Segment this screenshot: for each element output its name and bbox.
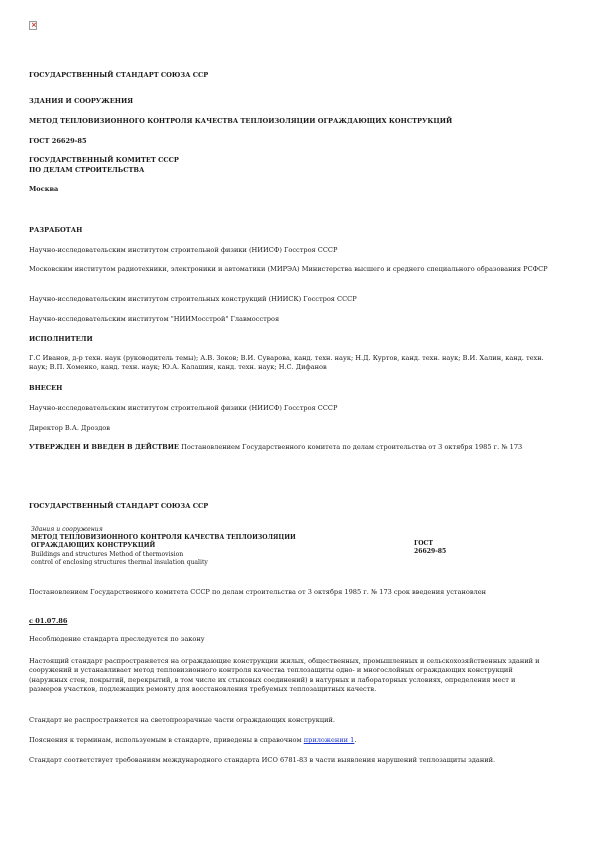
not-applicable-paragraph: Стандарт не распространяется на светопрозрачные части ограждающих конструкций.	[29, 716, 336, 724]
city: Москва	[29, 185, 59, 193]
title-block-gost-number: 26629-85	[414, 548, 447, 556]
developed-org-4: Научно-исследовательским институтом "НИИМосстрой" Главмосстроя	[29, 315, 280, 323]
law-note: Несоблюдение стандарта преследуется по закону	[29, 635, 205, 643]
title-block-english-2: control of enclosing structures thermal insulation quality	[31, 558, 208, 566]
approved-paragraph	[29, 443, 549, 452]
title-block-gost-label: ГОСТ	[414, 540, 433, 547]
approved-rest: Постановлением Государственного комитета по делам строительства от 3 октября 1985 г. № 173	[178, 443, 523, 451]
standard-of-ussr: ГОСУДАРСТВЕННЫЙ СТАНДАРТ СОЮЗА ССР	[29, 71, 209, 79]
executors-list: Г.С Иванов, д-р техн. наук (руководитель темы); А.В. Зоков; В.И. Суварова, канд. техн. наук; Н.Д. Куртов, канд. техн. наук; В.И. Халин, канд. техн. наук; В.П. Хоменко, канд. техн. наук; Ю.А. Калашин, канд. техн. наук; Н.С. Дифанов	[29, 354, 544, 372]
terms-end: .	[354, 736, 357, 744]
committee-line-2: ПО ДЕЛАМ СТРОИТЕЛЬСТВА	[29, 166, 145, 174]
gost-number: ГОСТ 26629-85	[29, 137, 87, 145]
iso-paragraph: Стандарт соответствует требованиям международного стандарта ИСО 6781-83 в части выявления нарушений теплозащиты зданий.	[29, 756, 496, 764]
category-heading: ЗДАНИЯ И СООРУЖЕНИЯ	[29, 97, 134, 105]
developed-org-3: Научно-исследовательским институтом строительных конструкций (НИИСК) Госстроя СССР	[29, 295, 357, 303]
decree-paragraph: Постановлением Государственного комитета СССР по делам строительства от 3 октября 1985 г. № 173 срок введения установлен	[29, 588, 487, 596]
director: Директор В.А. Дроздов	[29, 424, 110, 432]
approved-bold: УТВЕРЖДЕН И ВВЕДЕН В ДЕЙСТВИЕ	[29, 443, 179, 451]
introduced-heading: ВНЕСЕН	[29, 384, 63, 392]
developed-org-1: Научно-исследовательским институтом строительной физики (НИИСФ) Госстроя СССР	[29, 246, 338, 254]
developed-org-2: Московским институтом радиотехники, электроники и автоматики (МИРЭА) Министерства высшего и среднего специального образования РСФСР	[29, 265, 548, 273]
title-block-english-1: Buildings and structures Method of thermovision	[31, 550, 184, 558]
developed-heading: РАЗРАБОТАН	[29, 226, 83, 234]
title-block-title-2: ОГРАЖДАЮЩИХ КОНСТРУКЦИЙ	[31, 542, 156, 550]
terms-paragraph	[29, 736, 549, 745]
title-block-title-1: МЕТОД ТЕПЛОВИЗИОННОГО КОНТРОЛЯ КАЧЕСТВА ТЕПЛОИЗОЛЯЦИИ	[31, 534, 296, 542]
committee-line-1: ГОСУДАРСТВЕННЫЙ КОМИТЕТ СССР	[29, 156, 179, 164]
title-block-right	[414, 540, 494, 556]
introduced-org: Научно-исследовательским институтом строительной физики (НИИСФ) Госстроя СССР	[29, 404, 338, 412]
title-block-standard: ГОСУДАРСТВЕННЫЙ СТАНДАРТ СОЮЗА ССР	[29, 502, 209, 510]
broken-image-icon: ×	[31, 21, 37, 29]
title-block-left	[31, 526, 391, 567]
title-block-category: Здания и сооружения	[31, 526, 103, 533]
appendix-1-link[interactable]: приложении 1	[303, 736, 355, 744]
terms-text: Пояснения к терминам, используемым в стандарте, приведены в справочном	[29, 736, 304, 744]
document-title: МЕТОД ТЕПЛОВИЗИОННОГО КОНТРОЛЯ КАЧЕСТВА ТЕПЛОИЗОЛЯЦИИ ОГРАЖДАЮЩИХ КОНСТРУКЦИЙ	[29, 117, 453, 125]
executors-heading: ИСПОЛНИТЕЛИ	[29, 335, 93, 343]
scope-paragraph: Настоящий стандарт распространяется на ограждающие конструкции жилых, общественных, промышленных и сельскохозяйственных зданий и сооружений и устанавливает метод тепловизионного контроля качества теплозащиты одно- и многослойных ограждающих конструкций (наружных стен, покрытий, перекрытий, в том числе их стыковых соединений) в натурных и лабораторных условиях, определения мест и размеров участков, подлежащих ремонту для восстановления требуемых теплозащитных качеств.	[29, 657, 540, 694]
effective-date: с 01.07.86	[29, 617, 68, 625]
